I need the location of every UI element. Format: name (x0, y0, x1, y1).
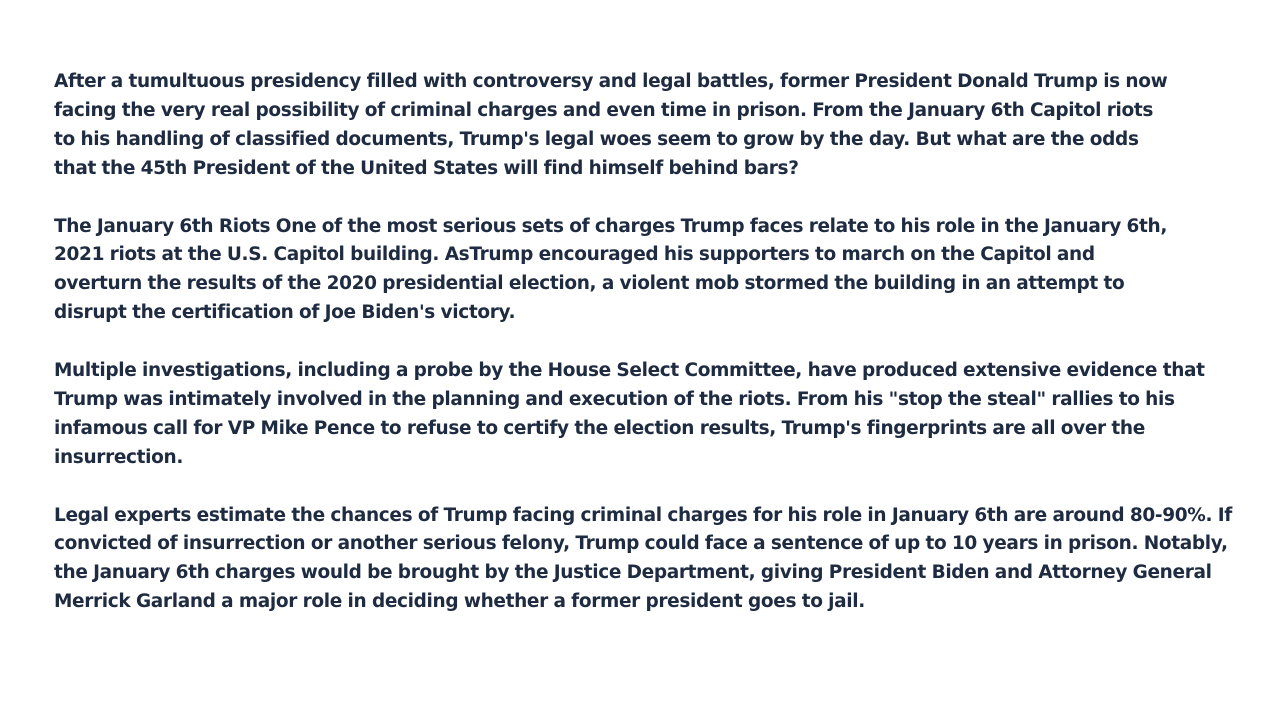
text-line: convicted of insurrection or another serious felony, Trump could face a sentence of up to 10 years in prison. Notably, (54, 533, 1228, 555)
text-line: to his handling of classified documents, Trump's legal woes seem to grow by the day. But what are the odds (54, 128, 1139, 150)
text-line: 2021 riots at the U.S. Capitol building. AsTrump encouraged his supporters to march on the Capitol and (54, 244, 1095, 266)
text-line: disrupt the certification of Joe Biden's victory. (54, 302, 516, 324)
paragraph-investigations (54, 357, 1254, 473)
text-line: After a tumultuous presidency filled with controversy and legal battles, former President Donald Trump is now (54, 71, 1168, 92)
text-line: facing the very real possibility of criminal charges and even time in prison. From the January 6th Capitol riots (54, 99, 1153, 121)
document-body (54, 68, 1254, 617)
text-line: infamous call for VP Mike Pence to refuse to certify the election results, Trump's fingerprints are all over the (54, 417, 1145, 439)
paragraph-january-6th-riots (54, 213, 1254, 329)
text-line: Merrick Garland a major role in deciding whether a former president goes to jail. (54, 591, 865, 613)
text-line: Multiple investigations, including a probe by the House Select Committee, have produced extensive evidence that (54, 360, 1205, 382)
text-line: the January 6th charges would be brought by the Justice Department, giving President Biden and Attorney General (54, 562, 1212, 584)
text-line: Trump was intimately involved in the planning and execution of the riots. From his "stop the steal" rallies to his (54, 388, 1175, 410)
paragraph-legal-experts (54, 502, 1254, 618)
text-line: Legal experts estimate the chances of Trump facing criminal charges for his role in January 6th are around 80-90%. If (54, 504, 1232, 526)
paragraph-intro (54, 68, 1254, 184)
text-line: overturn the results of the 2020 presidential election, a violent mob stormed the building in an attempt to (54, 273, 1125, 295)
text-line: insurrection. (54, 446, 183, 468)
text-line: The January 6th Riots One of the most serious sets of charges Trump faces relate to his role in the January 6th, (54, 215, 1168, 237)
text-line: that the 45th President of the United States will find himself behind bars? (54, 157, 799, 179)
